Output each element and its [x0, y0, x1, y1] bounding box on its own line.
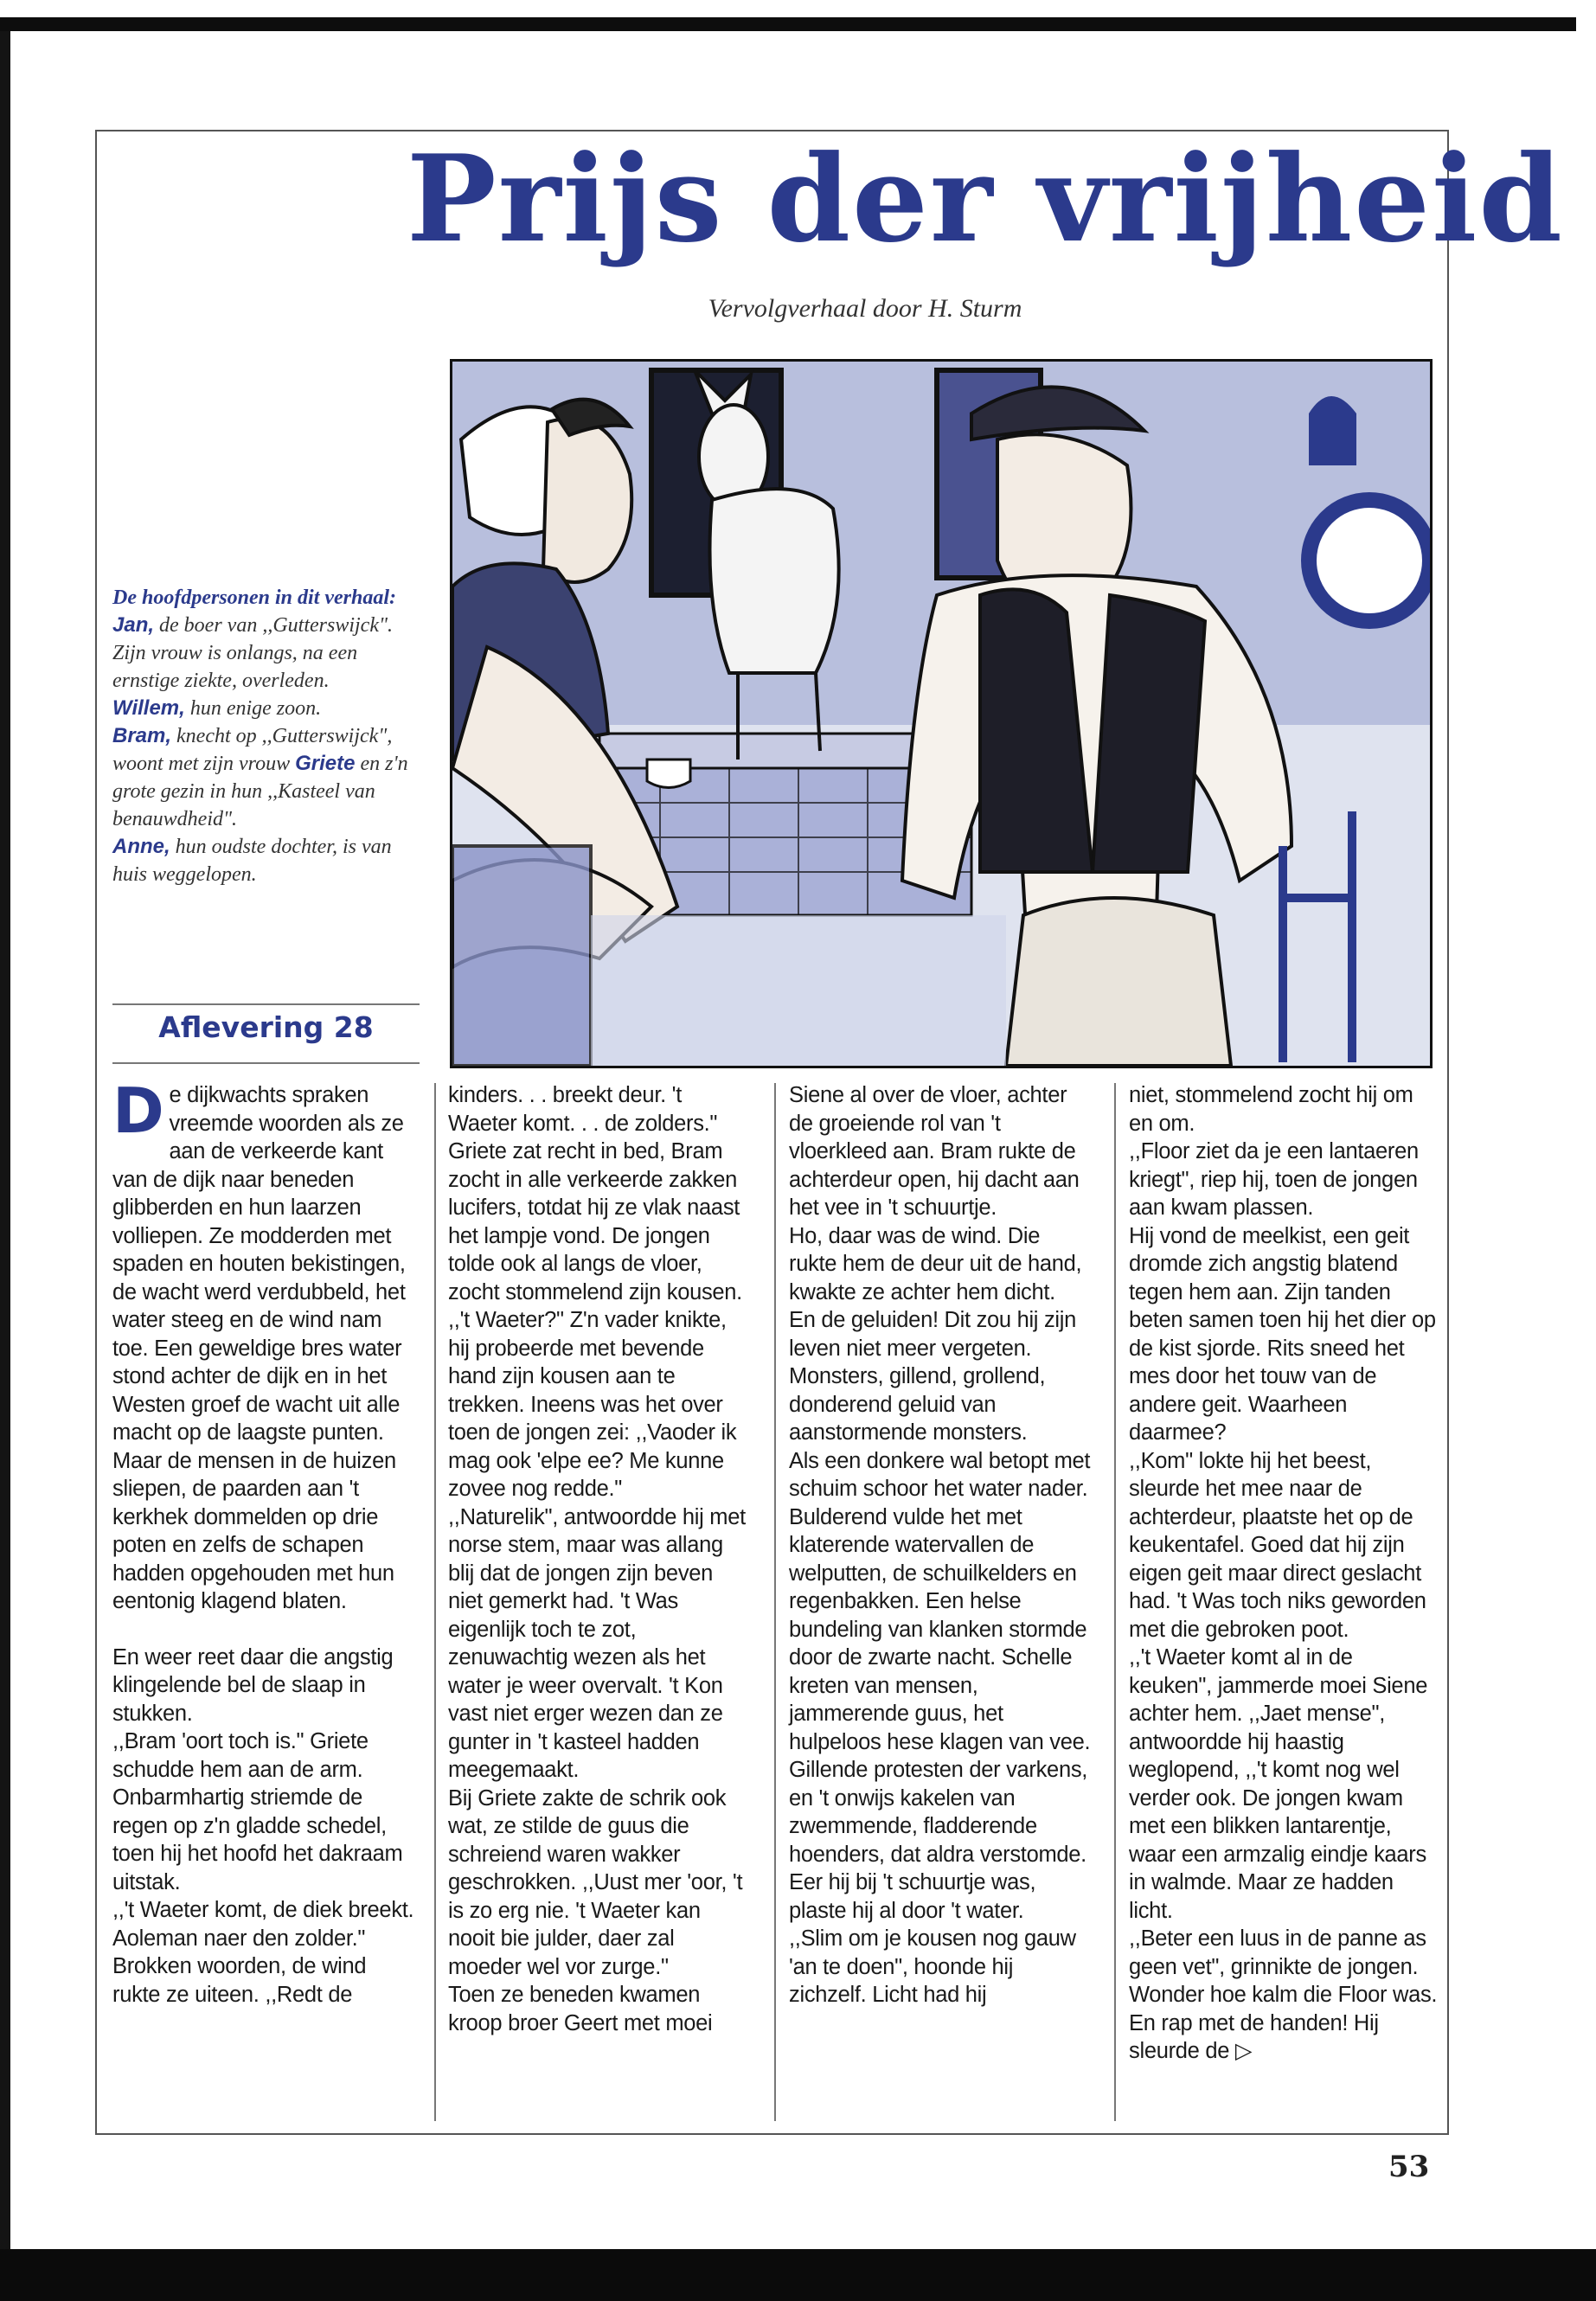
text-column-3	[789, 1081, 1092, 2009]
column-rule	[774, 1083, 776, 2121]
text-column-2	[448, 1081, 751, 2037]
paragraph: En weer reet daar die angstig klingelende bel de slaap in stukken. ,,Bram 'oort toch is." Griete schudde hem aan de arm. Onbarmhartig striemde de regen op z'n gladde schedel, toen hij het hoofd het dakraam uitstak. ,,'t Waeter komt, de diek breekt. Aoleman naer den zolder." Brokken woorden, de wind rukte ze uiteen. ,,Redt de	[112, 1644, 414, 2007]
paragraph: Siene al over de vloer, achter de groeiende rol van 't vloerkleed aan. Bram rukte de achterdeur open, hij dacht aan het vee in 't schuurtje. Ho, daar was de wind. Die rukte hem de deur uit de hand, kwakte ze achter hem dicht. En de geluiden! Dit zou hij zijn leven niet meer vergeten. Monsters, gillend, grollend, donderend geluid van aanstormende monsters. Als een donkere wal betopt met schuim schoor het water nader. Bulderend vulde het met klaterende watervallen de welputten, de schuilkelders en regenbakken. Een helse bundeling van klanken stormde door de zwarte nacht. Schelle kreten van mensen, jammerende guus, het hulpeloos hese klagen van vee. Gillende protesten der varkens, en 't onwijs kakelen van zwemmende, fladderende hoenders, dat aldra verstomde. Eer hij bij 't schuurtje was, plaste hij al door 't water. ,,Slim om je kousen nog gauw 'an te doen", hoonde hij zichzelf. Licht had hij	[789, 1083, 1091, 2007]
paragraph: kinders. . . breekt deur. 't Waeter komt. . . de zolders." Griete zat recht in bed, Bram zocht in alle verkeerde zakken lucifers, totdat hij ze vlak naast het lampje vond. De jongen tolde ook al langs de vloer, zocht stommelend zijn kousen. ,,'t Waeter?" Z'n vader knikte, hij probeerde met bevende hand zijn kousen aan te trekken. Ineens was het over toen de jongen zei: ,,Vaoder ik mag ook 'elpe ee? Me kunne zovee nog redde." ,,Naturelik", antwoordde hij met norse stem, maar was allang blij dat de jongen zijn beven niet gemerkt had. 't Was eigenlijk toch te zot, zenuwachtig wezen als het water je weer overvalt. 't Kon vast niet erger wezen dan ze gunter in 't kasteel hadden meegemaakt. Bij Griete zakte de schrik ook wat, ze stilde de guus die schreiend waren wakker geschrokken. ,,Uust mer 'oor, 't is zo erg nie. 't Waeter kan nooit bie julder, daer zal moeder wel vor zurge." Toen ze beneden kwamen kroop broer Geert met moei	[448, 1083, 746, 2035]
column-rule	[434, 1083, 436, 2121]
drop-cap: D	[112, 1074, 164, 1147]
byline: Vervolgverhaal door H. Sturm	[708, 294, 1022, 323]
story-illustration	[450, 359, 1433, 1068]
cast-text: de boer van ,,Gutterswijck". Zijn vrouw is onlangs, na een ernstige ziekte, overleden.	[112, 614, 394, 692]
page-number: 53	[1388, 2150, 1430, 2184]
paragraph	[112, 1074, 415, 1616]
cast-text: hun oudste dochter, is van huis weggelopen.	[112, 836, 392, 886]
cast-heading: De hoofdpersonen in dit verhaal:	[112, 586, 397, 609]
cast-name: Griete	[295, 752, 356, 775]
cast-entry-anne	[112, 833, 411, 888]
story-title: Prijs der vrijheid	[407, 128, 1564, 269]
cast-entry-jan	[112, 612, 411, 695]
episode-label: Aflevering 28	[158, 1010, 374, 1044]
cast-name: Jan,	[112, 613, 155, 637]
paragraph: niet, stommelend zocht hij om en om. ,,Floor ziet da je een lantaeren kriegt", riep hij, toen de jongen aan kwam plassen. Hij vond de meelkist, een geit dromde zich angstig blatend tegen hem aan. Zijn tanden beten samen toen hij het dier op de kist sjorde. Rits sneed het mes door het touw van de andere geit. Waarheen daarmee? ,,Kom" lokte hij het beest, sleurde het mee naar de achterdeur, plaatste het op de keukentafel. Goed dat hij zijn eigen geit maar direct geslacht had. 't Was toch niks geworden met die gebroken poot. ,,'t Waeter komt al in de keuken", jammerde moei Siene achter hem. ,,Jaet mense", antwoordde hij haastig weglopend, ,,'t komt nog wel verder ook. De jongen kwam met een blikken lantarentje, waar een armzalig eindje kaars in walmde. Maar ze hadden licht. ,,Beter een luus in de panne as geen vet", grinnikte de jongen. Wonder hoe kalm die Floor was. En rap met de handen! Hij sleurde de ▷	[1129, 1083, 1438, 2063]
cast-text: knecht op ,,Gutterswijck", woont met zijn vrouw	[112, 725, 393, 775]
divider	[112, 1062, 420, 1064]
cast-entry-bram	[112, 722, 411, 833]
cast-name: Anne,	[112, 835, 170, 858]
cast-box	[112, 584, 411, 888]
text-column-1	[112, 1074, 415, 2009]
cast-name: Willem,	[112, 696, 185, 720]
bottom-border-bar	[0, 2249, 1596, 2301]
column-rule	[1114, 1083, 1116, 2121]
paragraph-text: e dijkwachts spraken vreemde woorden als ze aan de verkeerde kant van de dijk naar beneden glibberden en hun laarzen volliepen. Ze modderden met spaden en houten bekistingen, de wacht werd verdubbeld, het water steeg en de wind nam toe. Een geweldige bres water stond achter de dijk en in het Westen groef de wacht uit alle macht op de laagste punten. Maar de mensen in de huizen sliepen, de paarden aan 't kerkhek dommelden op drie poten en zelfs de schapen hadden opgehouden met hun eentonig klagend blaten.	[112, 1083, 406, 1613]
cast-entry-willem	[112, 695, 411, 722]
divider	[112, 1003, 420, 1005]
cast-text: hun enige zoon.	[184, 697, 322, 720]
text-column-4	[1129, 1081, 1440, 2066]
left-border-bar	[0, 31, 10, 2266]
top-border-bar	[0, 17, 1576, 31]
cast-text: en z'n grote gezin in hun ,,Kasteel van benauwdheid".	[112, 753, 408, 830]
cast-name: Bram,	[112, 724, 172, 747]
